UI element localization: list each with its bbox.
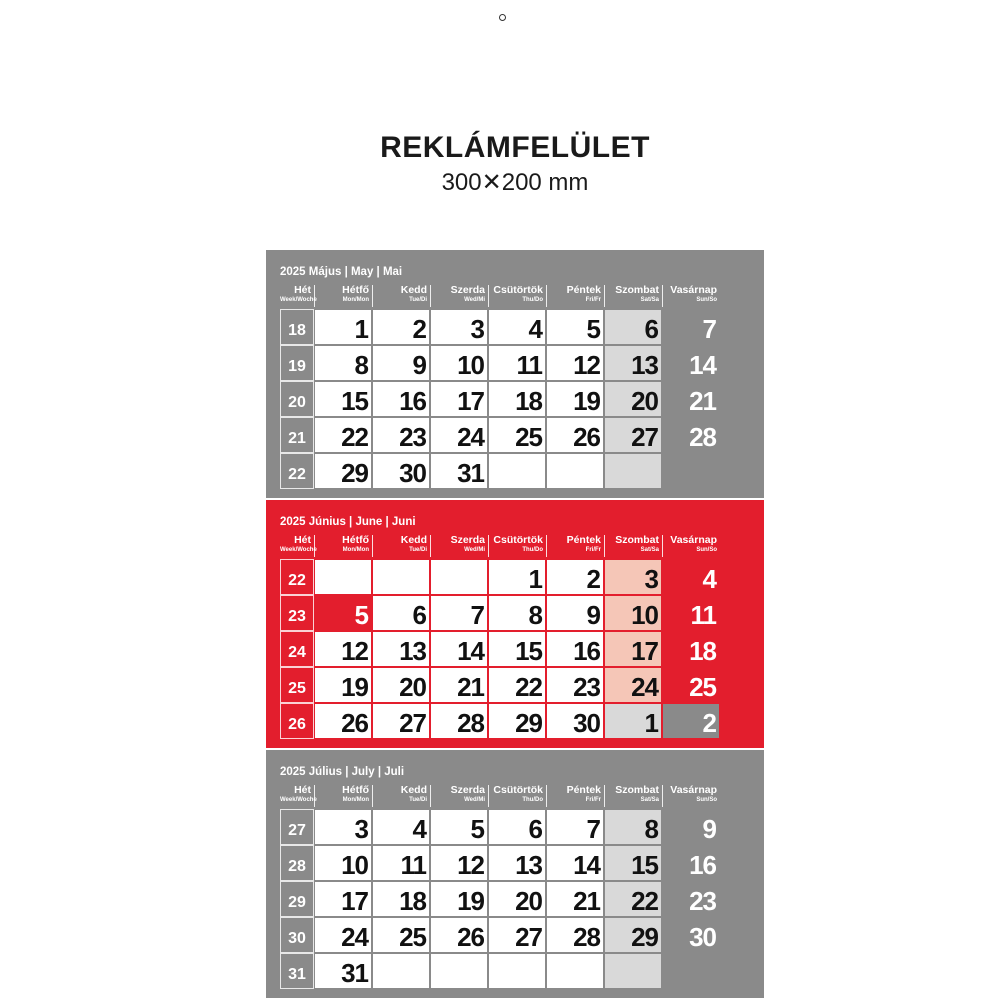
month-panel — [266, 500, 764, 748]
day-cell: 12 — [430, 845, 488, 881]
empty-day-cell — [430, 559, 488, 595]
day-cell: 29 — [488, 703, 546, 739]
empty-day-cell — [604, 453, 662, 489]
month-title: 2025 Július | July | Juli — [280, 766, 405, 778]
day-cell: 1 — [314, 309, 372, 345]
day-cell: 4 — [488, 309, 546, 345]
day-cell: 13 — [488, 845, 546, 881]
empty-day-cell — [430, 953, 488, 989]
day-cell: 9 — [372, 345, 430, 381]
day-cell: 4 — [662, 559, 720, 595]
advertising-area — [266, 128, 764, 198]
day-header: Szerda Wed/Mi — [430, 535, 488, 557]
day-cell: 14 — [430, 631, 488, 667]
day-cell: 6 — [372, 595, 430, 631]
day-cell: 28 — [662, 417, 720, 453]
day-header: Szerda Wed/Mi — [430, 285, 488, 307]
day-cell: 19 — [546, 381, 604, 417]
day-header: Vasárnap Sun/So — [662, 285, 720, 307]
day-cell: 15 — [314, 381, 372, 417]
day-cell: 9 — [546, 595, 604, 631]
day-cell: 24 — [314, 917, 372, 953]
week-number: 19 — [280, 345, 314, 381]
day-cell: 20 — [604, 381, 662, 417]
day-cell: 30 — [662, 917, 720, 953]
day-cell: 18 — [372, 881, 430, 917]
week-number: 25 — [280, 667, 314, 703]
day-header: Kedd Tue/Di — [372, 535, 430, 557]
day-cell: 26 — [314, 703, 372, 739]
day-cell: 16 — [662, 845, 720, 881]
day-cell: 6 — [604, 309, 662, 345]
day-cell: 11 — [662, 595, 720, 631]
day-header: Péntek Fri/Fr — [546, 785, 604, 807]
day-cell: 23 — [662, 881, 720, 917]
day-cell: 1 — [604, 703, 662, 739]
day-cell: 28 — [546, 917, 604, 953]
day-cell: 20 — [488, 881, 546, 917]
day-cell: 2 — [662, 703, 720, 739]
empty-day-cell — [546, 453, 604, 489]
day-cell: 29 — [314, 453, 372, 489]
day-cell: 27 — [372, 703, 430, 739]
day-cell: 26 — [546, 417, 604, 453]
day-cell: 19 — [430, 881, 488, 917]
week-number: 20 — [280, 381, 314, 417]
day-cell: 10 — [604, 595, 662, 631]
week-number: 31 — [280, 953, 314, 989]
day-cell: 8 — [604, 809, 662, 845]
day-header: Csütörtök Thu/Do — [488, 285, 546, 307]
day-cell: 12 — [314, 631, 372, 667]
week-number: 21 — [280, 417, 314, 453]
day-cell: 22 — [488, 667, 546, 703]
empty-day-cell — [372, 559, 430, 595]
day-cell: 8 — [488, 595, 546, 631]
day-cell: 10 — [314, 845, 372, 881]
day-header: Vasárnap Sun/So — [662, 785, 720, 807]
hanging-hole — [499, 14, 506, 21]
day-cell: 31 — [314, 953, 372, 989]
empty-day-cell — [662, 953, 720, 989]
day-cell: 3 — [604, 559, 662, 595]
day-cell: 31 — [430, 453, 488, 489]
day-cell: 21 — [430, 667, 488, 703]
day-header: Kedd Tue/Di — [372, 785, 430, 807]
week-number: 23 — [280, 595, 314, 631]
day-header: Szerda Wed/Mi — [430, 785, 488, 807]
day-cell: 18 — [662, 631, 720, 667]
day-cell: 27 — [604, 417, 662, 453]
week-number: 28 — [280, 845, 314, 881]
day-header: Vasárnap Sun/So — [662, 535, 720, 557]
day-cell: 15 — [604, 845, 662, 881]
day-cell: 25 — [488, 417, 546, 453]
week-number: 22 — [280, 453, 314, 489]
week-number: 24 — [280, 631, 314, 667]
day-cell: 25 — [662, 667, 720, 703]
empty-day-cell — [662, 453, 720, 489]
empty-day-cell — [372, 953, 430, 989]
empty-day-cell — [488, 453, 546, 489]
day-cell: 11 — [488, 345, 546, 381]
week-number: 29 — [280, 881, 314, 917]
day-header: Hétfő Mon/Mon — [314, 785, 372, 807]
day-cell: 30 — [546, 703, 604, 739]
empty-day-cell — [604, 953, 662, 989]
day-header: Hét Week/Woche — [280, 784, 317, 803]
day-cell: 26 — [430, 917, 488, 953]
day-cell: 21 — [662, 381, 720, 417]
day-header: Péntek Fri/Fr — [546, 535, 604, 557]
day-cell: 2 — [372, 309, 430, 345]
day-cell: 17 — [314, 881, 372, 917]
ad-size: 300✕200 mm — [441, 169, 589, 196]
day-cell: 30 — [372, 453, 430, 489]
day-cell: 24 — [604, 667, 662, 703]
month-panel — [266, 250, 764, 498]
day-cell: 9 — [662, 809, 720, 845]
day-cell: 27 — [488, 917, 546, 953]
day-header: Kedd Tue/Di — [372, 285, 430, 307]
day-header: Szombat Sat/Sa — [604, 785, 662, 807]
day-cell: 23 — [546, 667, 604, 703]
ad-title: REKLÁMFELÜLET — [380, 131, 650, 164]
day-cell: 5 — [314, 595, 372, 631]
day-cell: 25 — [372, 917, 430, 953]
day-cell: 29 — [604, 917, 662, 953]
day-cell: 5 — [430, 809, 488, 845]
week-number: 18 — [280, 309, 314, 345]
day-cell: 16 — [546, 631, 604, 667]
day-header: Szombat Sat/Sa — [604, 535, 662, 557]
month-panel — [266, 750, 764, 998]
day-header: Hétfő Mon/Mon — [314, 535, 372, 557]
day-cell: 28 — [430, 703, 488, 739]
month-title: 2025 Június | June | Juni — [280, 516, 416, 528]
day-cell: 14 — [546, 845, 604, 881]
week-number: 22 — [280, 559, 314, 595]
day-header: Hét Week/Woche — [280, 534, 317, 553]
day-cell: 2 — [546, 559, 604, 595]
day-cell: 22 — [604, 881, 662, 917]
day-cell: 5 — [546, 309, 604, 345]
day-cell: 18 — [488, 381, 546, 417]
day-header: Csütörtök Thu/Do — [488, 535, 546, 557]
day-cell: 7 — [430, 595, 488, 631]
empty-day-cell — [314, 559, 372, 595]
week-number: 30 — [280, 917, 314, 953]
day-cell: 16 — [372, 381, 430, 417]
day-cell: 6 — [488, 809, 546, 845]
empty-day-cell — [546, 953, 604, 989]
day-cell: 7 — [662, 309, 720, 345]
day-header: Péntek Fri/Fr — [546, 285, 604, 307]
day-cell: 20 — [372, 667, 430, 703]
day-cell: 1 — [488, 559, 546, 595]
day-cell: 7 — [546, 809, 604, 845]
week-number: 26 — [280, 703, 314, 739]
day-cell: 19 — [314, 667, 372, 703]
day-header: Szombat Sat/Sa — [604, 285, 662, 307]
day-cell: 3 — [430, 309, 488, 345]
day-cell: 4 — [372, 809, 430, 845]
day-cell: 11 — [372, 845, 430, 881]
day-header: Csütörtök Thu/Do — [488, 785, 546, 807]
empty-day-cell — [488, 953, 546, 989]
day-cell: 10 — [430, 345, 488, 381]
day-cell: 24 — [430, 417, 488, 453]
day-cell: 3 — [314, 809, 372, 845]
day-cell: 22 — [314, 417, 372, 453]
day-cell: 14 — [662, 345, 720, 381]
day-cell: 23 — [372, 417, 430, 453]
day-cell: 8 — [314, 345, 372, 381]
week-number: 27 — [280, 809, 314, 845]
day-header: Hét Week/Woche — [280, 284, 317, 303]
day-cell: 17 — [604, 631, 662, 667]
day-cell: 12 — [546, 345, 604, 381]
day-cell: 13 — [372, 631, 430, 667]
day-cell: 13 — [604, 345, 662, 381]
day-cell: 17 — [430, 381, 488, 417]
month-title: 2025 Május | May | Mai — [280, 266, 403, 278]
day-cell: 15 — [488, 631, 546, 667]
day-header: Hétfő Mon/Mon — [314, 285, 372, 307]
day-cell: 21 — [546, 881, 604, 917]
